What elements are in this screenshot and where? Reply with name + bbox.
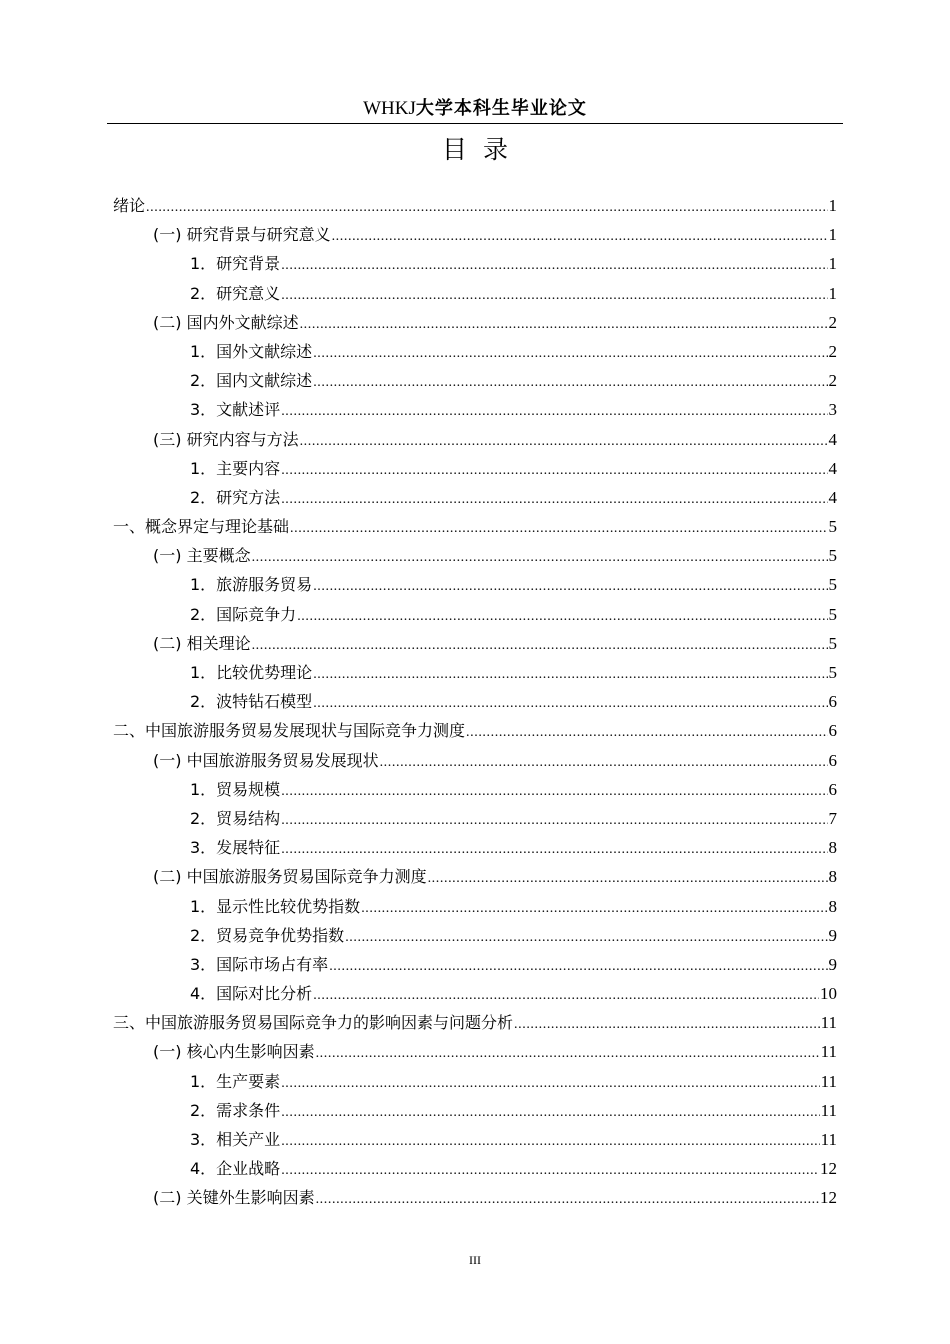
toc-dot-leader xyxy=(329,952,827,981)
toc-entry[interactable] xyxy=(113,337,837,366)
toc-dot-leader xyxy=(313,689,827,718)
toc-entry-label: (一) 主要概念 xyxy=(153,546,251,566)
toc-entry-label: 1．贸易规模 xyxy=(190,779,281,799)
toc-entry-page: 2 xyxy=(828,341,837,361)
toc-entry-page: 2 xyxy=(828,371,837,391)
toc-dot-leader xyxy=(316,1039,820,1068)
toc-entry-label: 2．需求条件 xyxy=(190,1100,281,1120)
toc-entry-page: 2 xyxy=(828,312,837,332)
footer-page-number: III xyxy=(469,1253,481,1267)
toc-entry[interactable] xyxy=(113,950,837,979)
toc-entry[interactable] xyxy=(113,775,837,804)
toc-entry-page: 9 xyxy=(828,925,837,945)
toc-entry-page: 6 xyxy=(828,750,837,770)
toc-dot-leader xyxy=(281,456,827,485)
toc-entry[interactable] xyxy=(113,1037,837,1066)
toc-entry-page: 5 xyxy=(828,663,837,682)
toc-dot-leader xyxy=(300,310,828,339)
toc-dot-leader xyxy=(281,1127,819,1156)
toc-dot-leader xyxy=(332,222,828,251)
toc-dot-leader xyxy=(428,864,828,893)
toc-entry[interactable] xyxy=(113,600,837,629)
toc-entry-label: 1．比较优势理论 xyxy=(190,663,313,682)
toc-entry-label: 3．国际市场占有率 xyxy=(190,954,329,974)
toc-entry-page: 4 xyxy=(828,429,837,449)
toc-dot-leader xyxy=(281,1156,819,1185)
toc-entry[interactable] xyxy=(113,804,837,833)
toc-entry[interactable] xyxy=(113,921,837,950)
toc-entry-label: 2．研究方法 xyxy=(190,487,281,507)
toc-entry[interactable] xyxy=(113,570,837,599)
toc-entry[interactable] xyxy=(113,979,837,1008)
toc-entry[interactable] xyxy=(113,746,837,775)
toc-entry-page: 11 xyxy=(820,1071,837,1091)
header-university-title: 大学本科生毕业论文 xyxy=(415,98,587,119)
toc-entry[interactable] xyxy=(113,1154,837,1183)
toc-entry-page: 6 xyxy=(828,779,837,799)
toc-dot-leader xyxy=(252,543,828,572)
toc-entry[interactable] xyxy=(113,862,837,891)
toc-entry[interactable] xyxy=(113,1096,837,1125)
toc-entry-page: 11 xyxy=(820,1042,837,1062)
toc-entry-label: 绪论 xyxy=(113,196,146,215)
toc-entry-label: (一) 核心内生影响因素 xyxy=(153,1042,315,1062)
toc-entry-page: 1 xyxy=(828,196,837,215)
toc-entry-label: (一) 研究背景与研究意义 xyxy=(153,225,331,245)
toc-entry[interactable] xyxy=(113,308,837,337)
toc-entry-label: 2．贸易竞争优势指数 xyxy=(190,925,345,945)
toc-dot-leader xyxy=(514,1010,820,1039)
toc-entry-page: 9 xyxy=(828,954,837,974)
toc-entry[interactable] xyxy=(113,279,837,308)
toc-entry-label: 3．文献述评 xyxy=(190,400,281,420)
header-rule xyxy=(107,123,843,124)
toc-entry[interactable] xyxy=(113,191,837,220)
toc-dot-leader xyxy=(281,251,827,280)
toc-entry-label: 3．发展特征 xyxy=(190,838,281,858)
page-header xyxy=(107,96,843,124)
toc-entry-label: 2．研究意义 xyxy=(190,283,281,303)
toc-dot-leader xyxy=(281,281,827,310)
toc-entry-label: 1．显示性比较优势指数 xyxy=(190,896,361,916)
toc-entry-page: 5 xyxy=(828,517,837,537)
toc-dot-leader xyxy=(316,1185,819,1214)
toc-entry-label: (二) 关键外生影响因素 xyxy=(153,1188,315,1208)
toc-entry-label: 3．相关产业 xyxy=(190,1130,281,1149)
toc-dot-leader xyxy=(281,835,827,864)
toc-entry[interactable] xyxy=(113,395,837,424)
toc-entry-page: 11 xyxy=(820,1100,837,1120)
toc-entry[interactable] xyxy=(113,454,837,483)
toc-dot-leader xyxy=(252,631,828,660)
toc-entry-page: 5 xyxy=(828,575,837,595)
toc-dot-leader xyxy=(281,777,827,806)
toc-dot-leader xyxy=(361,894,827,923)
toc-entry[interactable] xyxy=(113,249,837,278)
toc-dot-leader xyxy=(313,339,827,368)
toc-dot-leader xyxy=(281,1098,819,1127)
toc-entry-label: 二、中国旅游服务贸易发展现状与国际竞争力测度 xyxy=(113,721,466,741)
toc-entry-page: 1 xyxy=(828,283,837,303)
toc-entry-page: 5 xyxy=(828,633,837,653)
toc-dot-leader xyxy=(281,806,827,835)
toc-entry-page: 4 xyxy=(828,458,837,478)
toc-dot-leader xyxy=(380,748,828,777)
toc-dot-leader xyxy=(313,572,827,601)
toc-dot-leader xyxy=(313,368,827,397)
toc-dot-leader xyxy=(281,1069,819,1098)
toc-entry-label: (一) 中国旅游服务贸易发展现状 xyxy=(153,750,379,770)
toc-entry-label: 1．国外文献综述 xyxy=(190,341,313,361)
toc-entry-page: 1 xyxy=(828,254,837,274)
toc-entry-page: 4 xyxy=(828,487,837,507)
toc-entry-page: 10 xyxy=(820,984,837,1004)
header-title xyxy=(363,98,587,119)
toc-dot-leader xyxy=(297,602,827,631)
toc-dot-leader xyxy=(146,193,827,222)
toc-entry-label: 2．国内文献综述 xyxy=(190,371,313,391)
toc-entry-label: 1．生产要素 xyxy=(190,1071,281,1091)
toc-entry[interactable] xyxy=(113,687,837,716)
toc-dot-leader xyxy=(300,427,828,456)
header-prefix: WHKJ xyxy=(363,98,416,119)
toc-entry[interactable] xyxy=(113,1125,837,1154)
toc-entry[interactable] xyxy=(113,1067,837,1096)
toc-entry[interactable] xyxy=(113,425,837,454)
toc-entry[interactable] xyxy=(113,512,837,541)
toc-entry-label: 4．国际对比分析 xyxy=(190,984,313,1004)
toc-entry-page: 6 xyxy=(828,692,837,712)
toc-entry[interactable] xyxy=(113,892,837,921)
toc-entry-page: 5 xyxy=(828,604,837,624)
toc-entry-page: 5 xyxy=(828,546,837,566)
toc-entry[interactable] xyxy=(113,1008,837,1037)
toc-entry-label: (二) 相关理论 xyxy=(153,633,251,653)
toc-dot-leader xyxy=(281,397,827,426)
toc-entry-page: 3 xyxy=(828,400,837,420)
toc-entry-label: 2．波特钻石模型 xyxy=(190,692,313,712)
toc-entry-label: 2．国际竞争力 xyxy=(190,604,297,624)
toc-entry-page: 12 xyxy=(820,1159,837,1179)
toc-entry-page: 8 xyxy=(828,896,837,916)
toc-entry-page: 11 xyxy=(820,1130,837,1149)
toc-dot-leader xyxy=(281,485,827,514)
toc-entry-label: (二) 国内外文献综述 xyxy=(153,312,299,332)
toc-entry[interactable] xyxy=(113,541,837,570)
toc-entry[interactable] xyxy=(113,483,837,512)
toc-entry-label: 三、中国旅游服务贸易国际竞争力的影响因素与问题分析 xyxy=(113,1013,514,1033)
toc-entry-page: 7 xyxy=(828,808,837,828)
toc-entry-page: 12 xyxy=(820,1188,837,1208)
toc-entry-label: 4．企业战略 xyxy=(190,1159,281,1179)
toc-entry-label: 1．旅游服务贸易 xyxy=(190,575,313,595)
toc-entry-label: (三) 研究内容与方法 xyxy=(153,429,299,449)
toc-entry-label: 一、概念界定与理论基础 xyxy=(113,517,290,537)
toc-dot-leader xyxy=(466,718,827,747)
toc-entry[interactable] xyxy=(113,366,837,395)
toc-entry[interactable] xyxy=(113,658,837,687)
toc-entry-label: 1．主要内容 xyxy=(190,458,281,478)
toc-entry-label: 2．贸易结构 xyxy=(190,808,281,828)
toc-entry[interactable] xyxy=(113,716,837,745)
toc-dot-leader xyxy=(290,514,827,543)
toc-title: 目 录 xyxy=(442,135,508,164)
toc-entry[interactable] xyxy=(113,1183,837,1212)
toc-entry-page: 1 xyxy=(828,225,837,245)
toc-dot-leader xyxy=(313,981,819,1010)
toc-entry-label: (二) 中国旅游服务贸易国际竞争力测度 xyxy=(153,867,427,887)
toc-entry-page: 11 xyxy=(820,1013,837,1033)
toc-entry[interactable] xyxy=(113,220,837,249)
toc-entry-page: 8 xyxy=(828,867,837,887)
toc-entry-page: 6 xyxy=(828,721,837,741)
toc-dot-leader xyxy=(313,660,827,689)
toc-dot-leader xyxy=(345,923,827,952)
toc-entry-page: 8 xyxy=(828,838,837,858)
toc-list xyxy=(113,191,837,1213)
toc-entry-label: 1．研究背景 xyxy=(190,254,281,274)
toc-entry[interactable] xyxy=(113,833,837,862)
toc-entry[interactable] xyxy=(113,629,837,658)
